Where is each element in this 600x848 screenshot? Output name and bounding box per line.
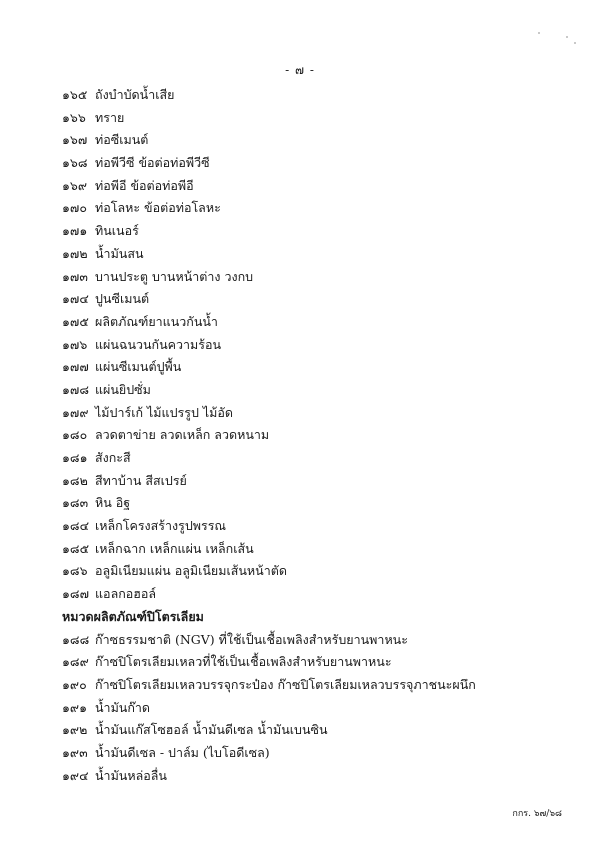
item-text: ถังบำบัดน้ำเสีย: [95, 87, 175, 102]
item-text: ท่อพีวีซี ข้อต่อท่อพีวีซี: [95, 155, 210, 171]
item-number: ๑๗๙: [62, 404, 89, 420]
item-text: บานประตู บานหน้าต่าง วงกบ: [95, 268, 254, 284]
item-number: ๑๗๐: [62, 200, 87, 216]
list-item: [62, 107, 582, 130]
item-text: สังกะสี: [95, 450, 131, 465]
item-number: ๑๙๓: [62, 744, 88, 760]
scan-speck: [574, 42, 576, 44]
item-text: ก๊าซปิโตรเลียมเหลวบรรจุกระป๋อง ก๊าซปิโตรเลียมเหลวบรรจุภาชนะผนึก: [95, 676, 476, 692]
list-item: [62, 266, 582, 289]
list-item: [62, 697, 582, 720]
item-text: ท่อพีอี ข้อต่อท่อพีอี: [95, 177, 194, 193]
item-text: ท่อซีเมนต์: [95, 132, 149, 148]
scan-speck: [538, 32, 540, 34]
list-item: [62, 356, 582, 379]
item-number: ๑๘๖: [62, 563, 88, 579]
list-item: [62, 674, 582, 697]
item-number: ๑๙๐: [62, 676, 87, 692]
scan-speck: [566, 36, 568, 38]
item-text: ลวดตาข่าย ลวดเหล็ก ลวดหนาม: [95, 427, 270, 443]
item-number: ๑๘๓: [62, 495, 89, 511]
item-text: น้ำมันสน: [95, 245, 144, 261]
list-item: [62, 742, 582, 765]
list-item: [62, 719, 582, 742]
item-number: ๑๗๕: [62, 313, 89, 329]
item-text: เหล็กฉาก เหล็กแผ่น เหล็กเส้น: [95, 540, 254, 556]
list-item: [62, 175, 582, 198]
item-number: ๑๖๕: [62, 87, 88, 102]
list-item: [62, 334, 582, 357]
item-number: ๑๖๖: [62, 109, 86, 125]
list-item: [62, 583, 582, 606]
list-item: [62, 492, 582, 515]
list-item: [62, 765, 582, 788]
list-item: [62, 424, 582, 447]
list-item: [62, 470, 582, 493]
item-text: สีทาบ้าน สีสเปรย์: [95, 472, 187, 488]
item-number: ๑๗๓: [62, 268, 88, 284]
item-text: อลูมิเนียมแผ่น อลูมิเนียมเส้นหน้าตัด: [95, 563, 287, 579]
list-item: [62, 152, 582, 175]
item-list: [62, 84, 582, 787]
item-number: ๑๘๐: [62, 427, 88, 443]
item-number: ๑๗๔: [62, 291, 89, 307]
item-number: ๑๘๙: [62, 654, 89, 670]
item-number: ๑๗๑: [62, 223, 88, 239]
list-item: [62, 197, 582, 220]
list-item: [62, 447, 582, 470]
item-number: ๑๗๖: [62, 336, 88, 352]
item-number: ๑๗๘: [62, 381, 89, 397]
item-text: ไม้ปาร์เก้ ไม้แปรรูป ไม้อัด: [95, 404, 234, 420]
item-text: แผ่นยิปซั่ม: [95, 381, 151, 397]
list-item: [62, 515, 582, 538]
item-text: ปูนซีเมนต์: [95, 291, 150, 307]
item-text: หิน อิฐ: [95, 495, 131, 511]
item-number: ๑๖๘: [62, 155, 88, 171]
item-text: แผ่นฉนวนกันความร้อน: [95, 336, 222, 352]
item-number: ๑๘๘: [62, 631, 90, 647]
item-number: ๑๘๒: [62, 472, 88, 488]
section-heading: หมวดผลิตภัณฑ์ปิโตรเลียม: [62, 608, 204, 624]
item-text: เหล็กโครงสร้างรูปพรรณ: [95, 518, 227, 534]
list-item: [62, 220, 582, 243]
item-text: ก๊าซปิโตรเลียมเหลวที่ใช้เป็นเชื้อเพลิงสำหรับยานพาหนะ: [95, 654, 392, 670]
item-text: น้ำมันดีเซล - ปาล์ม (ไบโอดีเซล): [95, 744, 270, 760]
list-item: [62, 402, 582, 425]
list-item: [62, 538, 582, 561]
item-number: ๑๙๒: [62, 722, 88, 738]
item-text: ทราย: [95, 109, 125, 125]
footer-document-code: กกร. ๖๗/๖๘: [512, 809, 562, 819]
item-text: แผ่นซีเมนต์ปูพื้น: [95, 359, 182, 375]
item-number: ๑๗๗: [62, 359, 89, 375]
item-number: ๑๘๑: [62, 450, 88, 465]
item-text: แอลกอฮอล์: [95, 586, 157, 602]
item-number: ๑๖๗: [62, 132, 88, 148]
item-number: ๑๘๗: [62, 586, 89, 602]
item-text: น้ำมันก๊าด: [95, 699, 151, 715]
item-text: น้ำมันหล่อลื่น: [95, 767, 167, 783]
list-item: [62, 560, 582, 583]
item-number: ๑๘๕: [62, 540, 90, 556]
page-number: - ๗ -: [285, 63, 315, 77]
item-number: ๑๗๒: [62, 245, 88, 261]
list-item: [62, 84, 582, 107]
item-text: ผลิตภัณฑ์ยาแนวกันน้ำ: [95, 313, 218, 329]
item-text: ก๊าซธรรมชาติ (NGV) ที่ใช้เป็นเชื้อเพลิงสำหรับยานพาหนะ: [95, 631, 408, 647]
list-item: [62, 629, 582, 652]
list-item: [62, 129, 582, 152]
item-number: ๑๙๑: [62, 699, 88, 715]
list-item: [62, 288, 582, 311]
list-item: [62, 379, 582, 402]
list-item: [62, 243, 582, 266]
list-item: [62, 651, 582, 674]
item-number: ๑๘๔: [62, 518, 90, 534]
item-number: ๑๙๔: [62, 767, 89, 783]
item-text: น้ำมันแก๊สโซฮอล์ น้ำมันดีเซล น้ำมันเบนซิน: [95, 722, 328, 738]
list-item: [62, 311, 582, 334]
item-text: ทินเนอร์: [95, 223, 139, 239]
item-number: ๑๖๙: [62, 177, 88, 193]
item-text: ท่อโลหะ ข้อต่อท่อโลหะ: [95, 200, 221, 216]
